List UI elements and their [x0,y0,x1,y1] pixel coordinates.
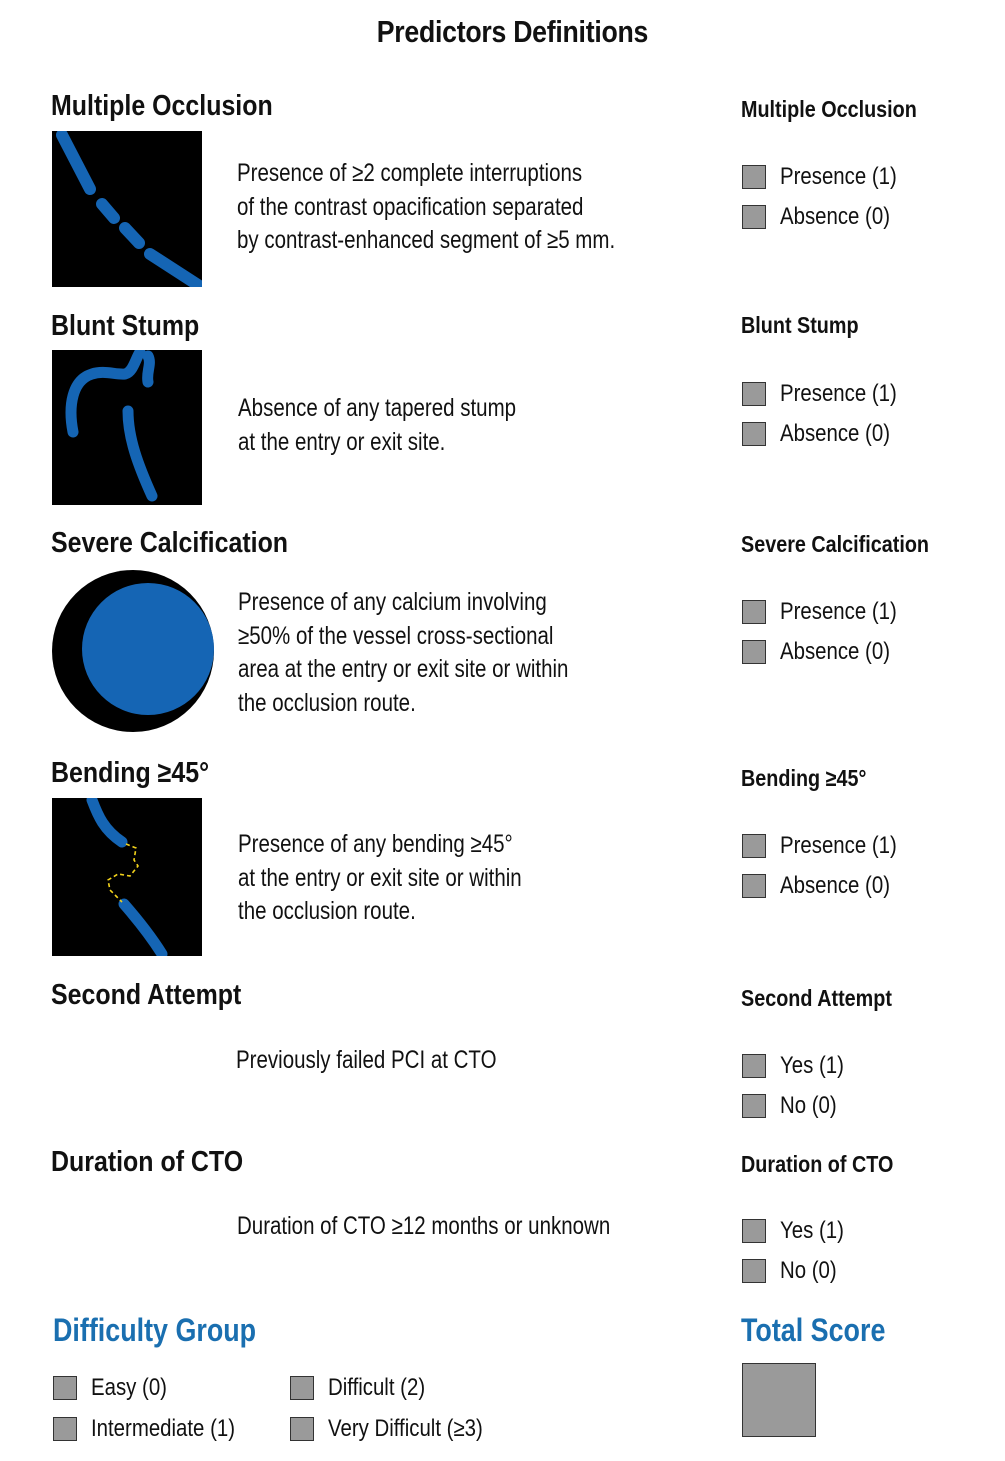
option-label: Easy (0) [91,1374,167,1401]
option-yes[interactable] [742,1052,855,1080]
blunt-stump-icon [52,350,202,505]
options-duration [742,1217,855,1285]
description-severe-calcification [238,586,568,720]
checkbox[interactable] [742,205,766,229]
description-line: Presence of any bending ≥45° [238,830,513,858]
option-label: Absence (0) [780,872,890,899]
description-line: of the contrast opacification separated [237,192,584,221]
checkbox[interactable] [742,1054,766,1078]
description-line: ≥50% of the vessel cross-sectional [238,621,554,650]
checkbox[interactable] [742,1094,766,1118]
option-label: Absence (0) [780,203,890,230]
description-duration [237,1210,610,1244]
description-line: by contrast-enhanced segment of ≥5 mm. [237,226,616,254]
segmented-vessel-icon [52,131,202,287]
option-absence[interactable] [742,638,917,666]
description-line: Absence of any tapered stump [238,394,517,422]
options-multiple-occlusion [742,163,917,231]
checkbox[interactable] [742,874,766,898]
checkbox[interactable] [742,382,766,406]
option-label: Presence (1) [780,832,897,859]
option-presence[interactable] [742,163,917,191]
description-bending [238,828,522,929]
checkbox[interactable] [742,1219,766,1243]
score-title-bending: Bending ≥45° [741,765,867,791]
description-second-attempt [236,1044,497,1078]
description-multiple-occlusion [237,157,615,258]
option-absence[interactable] [742,203,917,231]
option-absence[interactable] [742,872,917,900]
options-bending [742,832,917,900]
option-label: Difficult (2) [328,1374,426,1401]
option-yes[interactable] [742,1217,855,1245]
description-line: area at the entry or exit site or within [238,655,569,683]
checkbox[interactable] [742,165,766,189]
page-title: Predictors Definitions [376,14,649,49]
option-label: Presence (1) [780,598,897,625]
section-title-duration: Duration of CTO [51,1146,244,1178]
checkbox[interactable] [53,1376,77,1400]
checkbox[interactable] [742,1259,766,1283]
checkbox[interactable] [742,640,766,664]
option-label: Intermediate (1) [91,1415,235,1442]
total-score-box[interactable] [742,1363,816,1437]
option-label: No (0) [780,1257,837,1284]
option-label: Presence (1) [780,163,897,190]
vessel-cross-section-icon [51,569,215,733]
option-label: No (0) [780,1092,837,1119]
option-presence[interactable] [742,832,917,860]
score-title-second-attempt: Second Attempt [741,985,892,1011]
description-line: Previously failed PCI at CTO [236,1046,497,1074]
options-second-attempt [742,1052,855,1120]
section-title-second-attempt: Second Attempt [51,979,242,1011]
option-absence[interactable] [742,420,917,448]
bent-vessel-icon [52,798,202,956]
option-label: Absence (0) [780,638,890,665]
checkbox[interactable] [742,834,766,858]
option-difficult[interactable] [290,1374,510,1402]
score-title-duration: Duration of CTO [741,1151,894,1177]
description-line: Duration of CTO ≥12 months or unknown [237,1212,611,1240]
option-no[interactable] [742,1257,855,1285]
option-label: Presence (1) [780,380,897,407]
option-presence[interactable] [742,380,917,408]
description-line: at the entry or exit site. [238,427,446,456]
description-line: Presence of any calcium involving [238,588,547,616]
options-blunt-stump [742,380,917,448]
checkbox[interactable] [742,422,766,446]
checkbox[interactable] [53,1417,77,1441]
section-title-blunt-stump: Blunt Stump [51,310,200,342]
description-blunt-stump [238,392,516,459]
option-no[interactable] [742,1092,855,1120]
checkbox[interactable] [742,600,766,624]
option-presence[interactable] [742,598,917,626]
difficulty-options-right [290,1374,510,1443]
score-title-blunt-stump: Blunt Stump [741,312,859,338]
total-score-title: Total Score [741,1312,886,1348]
description-line: Presence of ≥2 complete interruptions [237,159,583,187]
option-very-difficult[interactable] [290,1415,510,1443]
option-intermediate[interactable] [53,1415,260,1443]
score-title-severe-calcification: Severe Calcification [741,531,930,557]
option-label: Yes (1) [780,1052,844,1079]
option-label: Very Difficult (≥3) [328,1415,483,1442]
difficulty-options-left [53,1374,260,1443]
options-severe-calcification [742,598,917,666]
option-easy[interactable] [53,1374,260,1402]
score-title-multiple-occlusion: Multiple Occlusion [741,96,917,122]
checkbox[interactable] [290,1376,314,1400]
checkbox[interactable] [290,1417,314,1441]
difficulty-group-title: Difficulty Group [53,1312,257,1348]
description-line: the occlusion route. [238,897,416,925]
section-title-bending: Bending ≥45° [51,757,210,789]
section-title-multiple-occlusion: Multiple Occlusion [51,90,273,122]
section-title-severe-calcification: Severe Calcification [51,527,289,559]
description-line: the occlusion route. [238,688,416,717]
option-label: Absence (0) [780,420,890,447]
description-line: at the entry or exit site or within [238,863,522,892]
option-label: Yes (1) [780,1217,844,1244]
